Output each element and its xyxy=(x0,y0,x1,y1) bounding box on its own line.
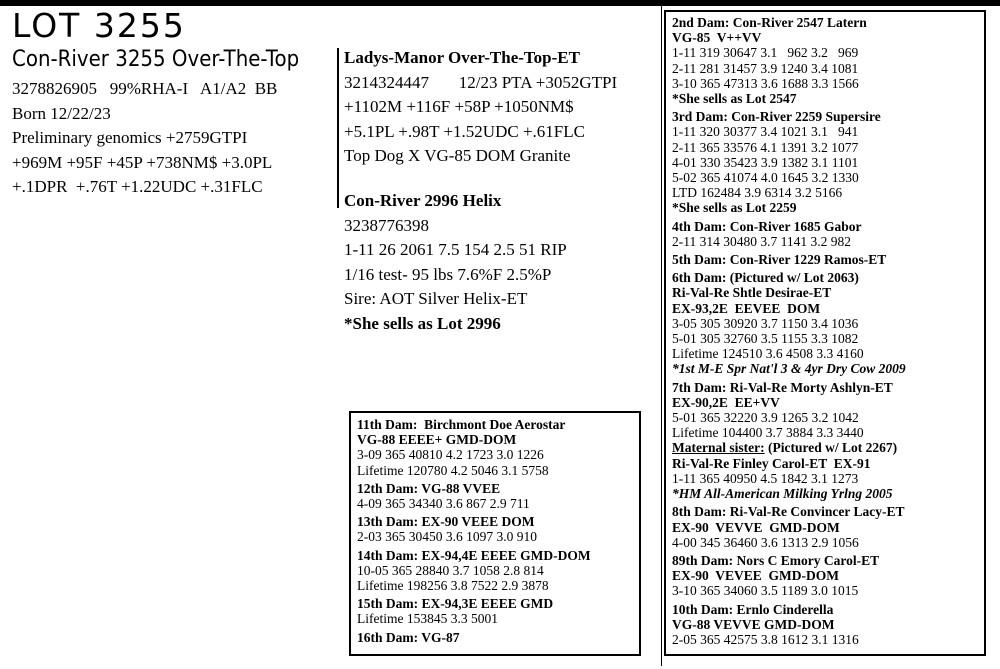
maternal-sister-label: Maternal sister: xyxy=(672,440,765,456)
record-line: 4-09 365 34340 3.6 867 2.9 711 xyxy=(357,496,530,512)
sire-line: +5.1PL +.98T +1.52UDC +.61FLC xyxy=(344,121,585,141)
entry-heading: 13th Dam: EX-90 VEEE DOM xyxy=(357,514,535,530)
record-line: 5-01 365 32220 3.9 1265 3.2 1042 xyxy=(672,410,859,426)
entry-heading: Ri-Val-Re Finley Carol-ET EX-91 xyxy=(672,455,871,471)
record-line: 4-01 330 35423 3.9 1382 3.1 1101 xyxy=(672,154,859,170)
dam-entry xyxy=(672,219,978,249)
entry-heading: 89th Dam: Nors C Emory Carol-ET xyxy=(672,552,880,568)
entry-heading: 4th Dam: Con-River 1685 Gabor xyxy=(672,218,862,234)
entry-heading: 8th Dam: Ri-Val-Re Convincer Lacy-ET xyxy=(672,504,905,520)
entry-heading: 10th Dam: Ernlo Cinderella xyxy=(672,601,834,617)
dam-line: 1/16 test- 95 lbs 7.6%F 2.5%P xyxy=(344,264,552,284)
entry-heading: 2nd Dam: Con-River 2547 Latern xyxy=(672,15,867,30)
dam-name: Con-River 2996 Helix xyxy=(344,191,502,210)
record-line: Lifetime 104400 3.7 3884 3.3 3440 xyxy=(672,425,864,441)
entry-heading: 12th Dam: VG-88 VVEE xyxy=(357,480,501,496)
dam-entry xyxy=(357,630,633,645)
record-line: Lifetime 153845 3.3 5001 xyxy=(357,611,498,627)
entry-heading: EX-90,2E EE+VV xyxy=(672,394,780,410)
entry-heading: VG-85 V++VV xyxy=(672,30,762,46)
entry-heading: VG-88 EEEE+ GMD-DOM xyxy=(357,432,517,448)
dam-line: 1-11 26 2061 7.5 154 2.5 51 RIP xyxy=(344,240,567,259)
entry-heading: 5th Dam: Con-River 1229 Ramos-ET xyxy=(672,252,887,268)
entry-heading: EX-90 VEVEE GMD-DOM xyxy=(672,568,839,584)
entry-heading: 3rd Dam: Con-River 2259 Supersire xyxy=(672,109,881,125)
entry-heading: 16th Dam: VG-87 xyxy=(357,629,460,645)
record-line: Lifetime 120780 4.2 5046 3.1 5758 xyxy=(357,462,549,478)
dam-entry xyxy=(357,417,633,478)
sire-block xyxy=(344,46,617,169)
pedigree-box-right xyxy=(664,10,986,656)
sells-note: *She sells as Lot 2259 xyxy=(672,200,797,216)
right-divider xyxy=(661,6,662,666)
dam-line: 3238776398 xyxy=(344,215,429,235)
record-line: 2-05 365 42575 3.8 1612 3.1 1316 xyxy=(672,631,859,647)
entry-heading: Ri-Val-Re Shtle Desirae-ET xyxy=(672,285,832,301)
dam-entry xyxy=(672,504,978,550)
dam-entry xyxy=(357,548,633,594)
record-line: Lifetime 124510 3.6 4508 3.3 4160 xyxy=(672,346,864,362)
sire-line: Top Dog X VG-85 DOM Granite xyxy=(344,146,571,165)
dam-entry xyxy=(672,252,978,267)
record-line: LTD 162484 3.9 6314 3.2 5166 xyxy=(672,185,843,201)
maternal-sister-note: (Pictured w/ Lot 2267) xyxy=(764,440,898,456)
record-line: 1-11 320 30377 3.4 1021 3.1 941 xyxy=(672,124,859,140)
cow-line: +969M +95F +45P +738NM$ +3.0PL xyxy=(12,152,273,172)
divider-line xyxy=(337,48,339,208)
dam-entry xyxy=(357,596,633,626)
dam-entry xyxy=(672,553,978,599)
record-line: 3-09 365 40810 4.2 1723 3.0 1226 xyxy=(357,447,544,463)
award-note: *1st M-E Spr Nat'l 3 & 4yr Dry Cow 2009 xyxy=(672,361,906,377)
record-line: 2-11 314 30480 3.7 1141 3.2 982 xyxy=(672,233,851,249)
sells-note: *She sells as Lot 2547 xyxy=(672,91,797,107)
record-line: 3-10 365 34060 3.5 1189 3.0 1015 xyxy=(672,583,859,599)
dam-entry xyxy=(357,514,633,544)
dam-block xyxy=(344,189,567,336)
sire-line: 3214324447 12/23 PTA +3052GTPI xyxy=(344,72,618,92)
record-line: 10-05 365 28840 3.7 1058 2.8 814 xyxy=(357,562,544,578)
pedigree-box-lower xyxy=(349,411,641,656)
record-line: 2-11 365 33576 4.1 1391 3.2 1077 xyxy=(672,139,859,155)
record-line: 5-01 305 32760 3.5 1155 3.3 1082 xyxy=(672,331,859,347)
cow-line: Preliminary genomics +2759GTPI xyxy=(12,128,248,147)
entry-heading: 6th Dam: (Pictured w/ Lot 2063) xyxy=(672,270,859,286)
record-line: 1-11 365 40950 4.5 1842 3.1 1273 xyxy=(672,470,859,486)
cow-line: Born 12/22/23 xyxy=(12,103,111,123)
cow-name: Con-River 3255 Over-The-Top xyxy=(12,47,300,72)
entry-heading: 11th Dam: Birchmont Doe Aerostar xyxy=(357,417,566,432)
record-line: 5-02 365 41074 4.0 1645 3.2 1330 xyxy=(672,170,859,186)
entry-heading: 7th Dam: Ri-Val-Re Morty Ashlyn-ET xyxy=(672,379,893,395)
record-line: 2-03 365 30450 3.6 1097 3.0 910 xyxy=(357,529,537,545)
dam-entry xyxy=(672,380,978,502)
record-line: 2-11 281 31457 3.9 1240 3.4 1081 xyxy=(672,60,859,76)
record-line: Lifetime 198256 3.8 7522 2.9 3878 xyxy=(357,578,549,594)
record-line: 4-00 345 36460 3.6 1313 2.9 1056 xyxy=(672,534,859,550)
record-line: 1-11 319 30647 3.1 962 3.2 969 xyxy=(672,45,859,61)
sire-line: +1102M +116F +58P +1050NM$ xyxy=(344,97,574,116)
dam-entry xyxy=(672,15,978,106)
cow-line: +.1DPR +.76T +1.22UDC +.31FLC xyxy=(12,177,263,196)
sire-name: Ladys-Manor Over-The-Top-ET xyxy=(344,48,580,67)
award-note: *HM All-American Milking Yrlng 2005 xyxy=(672,486,893,502)
cow-details xyxy=(12,77,277,200)
dam-entry xyxy=(672,270,978,376)
dam-entry xyxy=(357,481,633,511)
dam-entry xyxy=(672,109,978,215)
entry-heading: VG-88 VEVVE GMD-DOM xyxy=(672,616,835,632)
entry-heading: 15th Dam: EX-94,3E EEEE GMD xyxy=(357,596,554,612)
dam-sells-note: *She sells as Lot 2996 xyxy=(344,313,501,333)
entry-heading: EX-93,2E EEVEE DOM xyxy=(672,300,821,316)
record-line: 3-10 365 47313 3.6 1688 3.3 1566 xyxy=(672,75,859,91)
maternal-sister-heading xyxy=(672,440,978,455)
dam-entry xyxy=(672,602,978,648)
dam-line: Sire: AOT Silver Helix-ET xyxy=(344,289,528,308)
entry-heading: EX-90 VEVVE GMD-DOM xyxy=(672,519,840,535)
record-line: 3-05 305 30920 3.7 1150 3.4 1036 xyxy=(672,315,859,331)
lot-title: LOT 3255 xyxy=(12,6,186,45)
cow-line: 3278826905 99%RHA-I A1/A2 BB xyxy=(12,79,278,98)
entry-heading: 14th Dam: EX-94,4E EEEE GMD-DOM xyxy=(357,547,591,563)
